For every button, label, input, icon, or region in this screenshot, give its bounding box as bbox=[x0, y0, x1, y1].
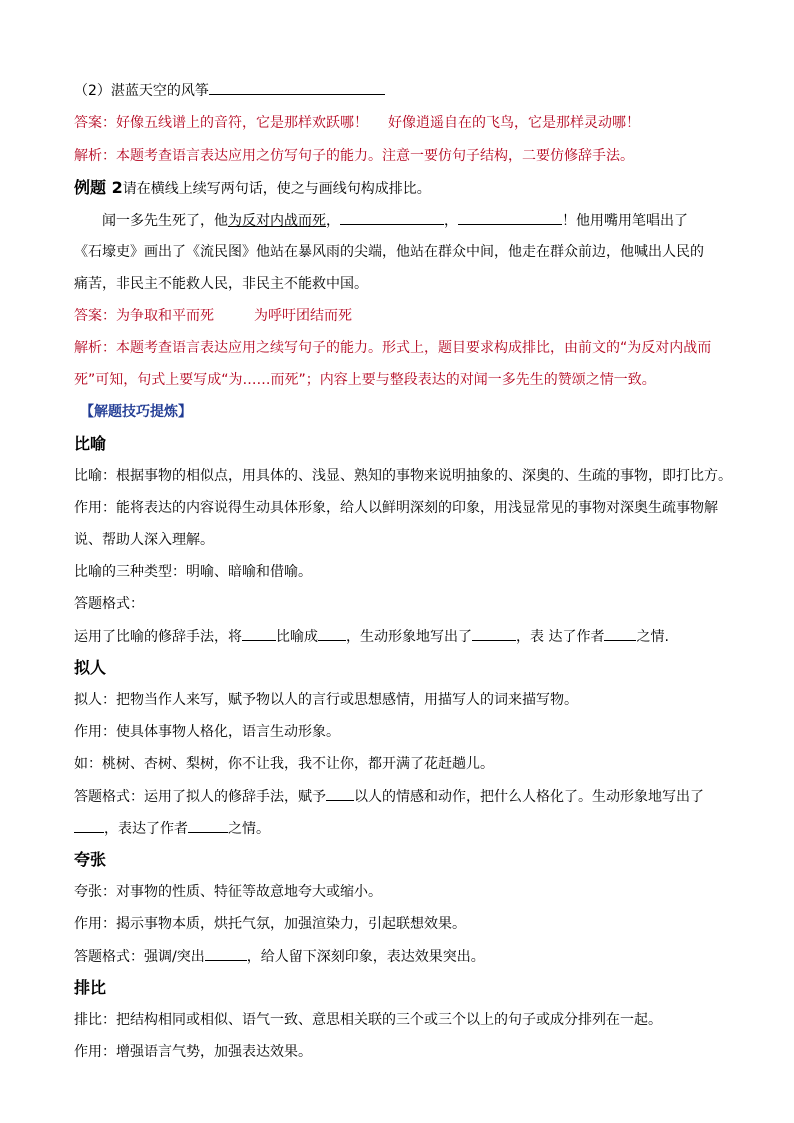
metaphor-types: 比喻的三种类型：明喻、暗喻和借喻。 bbox=[74, 564, 312, 580]
analysis-2-line-2: 死”可知，句式上要写成“为……而死”；内容上要与整段表达的对闻一多先生的赞颂之情一致。 bbox=[74, 372, 656, 388]
hyperbole-title: 夸张 bbox=[74, 850, 107, 869]
example-2-para-line-3: 痛苦，非民主不能救人民，非民主不能救中国。 bbox=[74, 276, 368, 292]
example-2-label: 例题 2 bbox=[74, 178, 123, 197]
analysis-1: 解析：本题考查语言表达应用之仿写句子的能力。注意一要仿句子结构，二要仿修辞手法。 bbox=[74, 148, 634, 164]
example-2-heading bbox=[74, 178, 431, 198]
underlined-sentence: 为反对内战而死 bbox=[228, 213, 326, 229]
answer-2-line: 答案：为争取和平而死 为呼吁团结而死 bbox=[74, 308, 352, 324]
hyperbole-use: 作用：揭示事物本质，烘托气氛，加强渲染力，引起联想效果。 bbox=[74, 916, 466, 932]
blank[interactable] bbox=[74, 818, 104, 833]
personification-definition: 拟人：把物当作人来写，赋予物以人的言行或思想感情，用描写人的词来描写物。 bbox=[74, 692, 578, 708]
personification-use: 作用：使具体事物人格化，语言生动形象。 bbox=[74, 724, 340, 740]
blank[interactable] bbox=[188, 818, 228, 833]
answer-1a: 好像五线谱上的音符，它是那样欢跃哪！ bbox=[116, 115, 368, 131]
personification-title: 拟人 bbox=[74, 658, 107, 677]
example-2-prompt: 请在横线上续写两句话，使之与画线句构成排比。 bbox=[122, 181, 431, 197]
question-2-text: （2）湛蓝天空的风筝 bbox=[74, 83, 209, 99]
answer-2b: 为呼吁团结而死 bbox=[254, 308, 352, 324]
personification-format-2: ，表达了作者 之情。 bbox=[74, 818, 270, 838]
blank[interactable] bbox=[472, 626, 516, 641]
answer-1b: 好像逍遥自在的飞鸟，它是那样灵动哪！ bbox=[388, 115, 640, 131]
metaphor-format-label: 答题格式： bbox=[74, 596, 144, 612]
answer-2a: 为争取和平而死 bbox=[116, 308, 214, 324]
blank[interactable] bbox=[326, 786, 354, 801]
personification-format-1: 答题格式：运用了拟人的修辞手法，赋予 以人的情感和动作，把什么人格化了。生动形象地写出了 bbox=[74, 786, 704, 806]
hyperbole-format: 答题格式：强调/突出 ，给人留下深刻印象，表达效果突出。 bbox=[74, 946, 485, 966]
hyperbole-definition: 夸张：对事物的性质、特征等故意地夸大或缩小。 bbox=[74, 884, 382, 900]
example-2-para-line-2: 《石壕吏》画出了《流民图》他站在暴风雨的尖端，他站在群众中间，他走在群众前边，他喊出人民的 bbox=[74, 244, 704, 260]
parallelism-use: 作用：增强语言气势，加强表达效果。 bbox=[74, 1044, 312, 1060]
personification-example: 如：桃树、杏树、梨树，你不让我，我不让你，都开满了花赶趟儿。 bbox=[74, 756, 494, 772]
parallelism-title: 排比 bbox=[74, 978, 107, 997]
metaphor-title: 比喻 bbox=[74, 434, 107, 453]
question-2-line bbox=[74, 80, 385, 100]
blank[interactable] bbox=[242, 626, 276, 641]
blank-1[interactable] bbox=[340, 210, 444, 225]
metaphor-use-1: 作用：能将表达的内容说得生动具体形象，给人以鲜明深刻的印象，用浅显常见的事物对深奥生疏事物解 bbox=[74, 500, 718, 516]
metaphor-format: 运用了比喻的修辞手法，将 比喻成 ，生动形象地写出了 ，表 达了作者 之情. bbox=[74, 626, 669, 646]
metaphor-use-2: 说、帮助人深入理解。 bbox=[74, 532, 214, 548]
example-2-para-line-1: 闻一多先生死了，他为反对内战而死， ， ！他用嘴用笔唱出了 bbox=[102, 210, 688, 230]
blank-2[interactable] bbox=[458, 210, 562, 225]
blank[interactable] bbox=[205, 946, 247, 961]
tips-header: 【解题技巧提炼】 bbox=[80, 404, 192, 420]
blank[interactable] bbox=[318, 626, 346, 641]
metaphor-definition: 比喻：根据事物的相似点，用具体的、浅显、熟知的事物来说明抽象的、深奥的、生疏的事物，即打比方。 bbox=[74, 468, 732, 484]
answer-blank[interactable] bbox=[209, 80, 385, 95]
answer-1-line bbox=[74, 113, 640, 133]
analysis-2-line-1: 解析：本题考查语言表达应用之续写句子的能力。形式上，题目要求构成排比，由前文的“为反对内战而 bbox=[74, 340, 712, 356]
answer-label: 答案： bbox=[74, 115, 116, 131]
blank[interactable] bbox=[604, 626, 636, 641]
parallelism-definition: 排比：把结构相同或相似、语气一致、意思相关联的三个或三个以上的句子或成分排列在一起。 bbox=[74, 1012, 662, 1028]
